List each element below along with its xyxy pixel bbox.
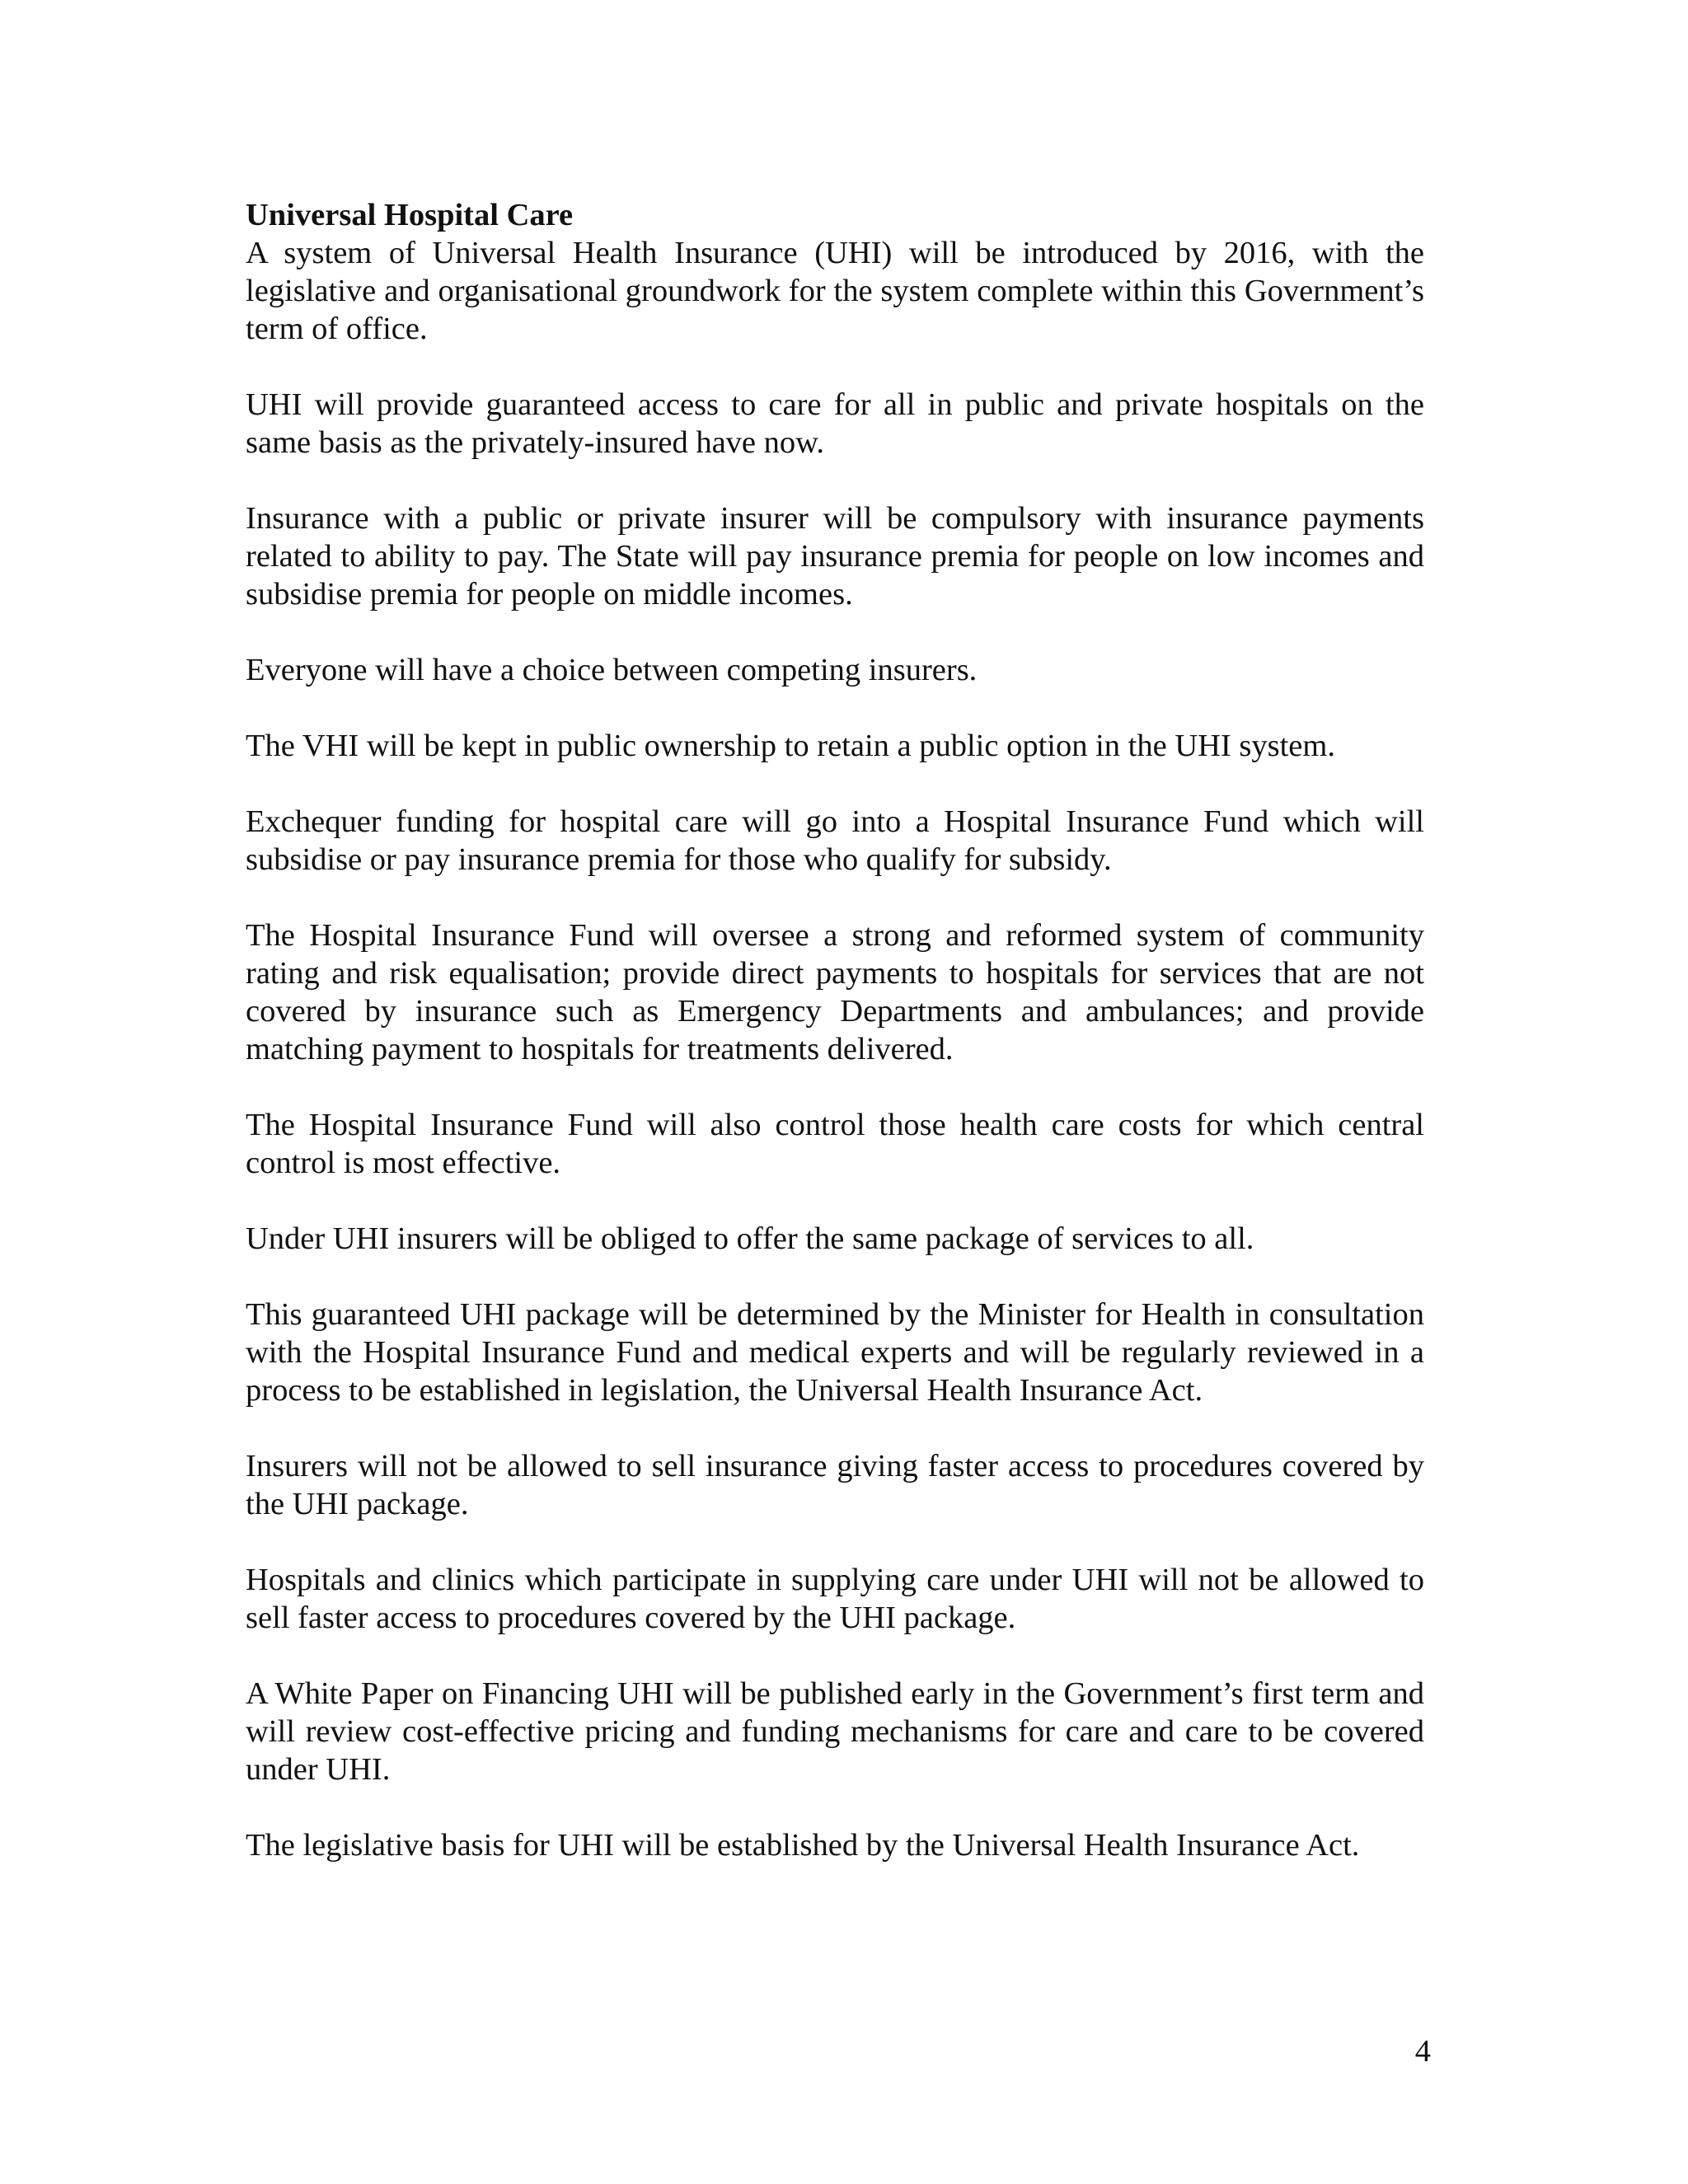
paragraph-12: Hospitals and clinics which participate in supplying care under UHI will not be allowed to sell faster access to procedures covered by the UHI package.	[246, 1563, 1424, 1635]
paragraph-13: A White Paper on Financing UHI will be published early in the Government’s first term and will review cost-effective pricing and funding mechanisms for care and care to be covered under UHI.	[246, 1676, 1424, 1787]
paragraph-1: A system of Universal Health Insurance (UHI) will be introduced by 2016, with the legislative and organisational groundwork for the system complete within this Government’s term of office.	[246, 236, 1424, 346]
paragraph-8: The Hospital Insurance Fund will also control those health care costs for which central control is most effective.	[246, 1108, 1424, 1180]
paragraph-11: Insurers will not be allowed to sell insurance giving faster access to procedures covered by the UHI package.	[246, 1449, 1424, 1521]
paragraph-3: Insurance with a public or private insurer will be compulsory with insurance payments related to ability to pay. The State will pay insurance premia for people on low incomes and subsidise premia for people on middle incomes.	[246, 501, 1424, 612]
paragraph-4: Everyone will have a choice between competing insurers.	[246, 653, 978, 687]
page-content	[246, 196, 1424, 1864]
paragraph-9: Under UHI insurers will be obliged to offer the same package of services to all.	[246, 1221, 1254, 1256]
paragraph-6: Exchequer funding for hospital care will go into a Hospital Insurance Fund which will subsidise or pay insurance premia for those who qualify for subsidy.	[246, 804, 1424, 877]
paragraph-2: UHI will provide guaranteed access to care for all in public and private hospitals on the same basis as the privately-insured have now.	[246, 387, 1424, 460]
paragraph-10: This guaranteed UHI package will be determined by the Minister for Health in consultation with the Hospital Insurance Fund and medical experts and will be regularly reviewed in a process to be established in legislation, the Universal Health Insurance Act.	[246, 1297, 1424, 1408]
paragraph-5: The VHI will be kept in public ownership to retain a public option in the UHI system.	[246, 729, 1335, 763]
paragraph-7: The Hospital Insurance Fund will oversee a strong and reformed system of community rating and risk equalisation; provide direct payments to hospitals for services that are not covered by insurance such as Emergency Departments and ambulances; and provide matching payment to hospitals for treatments delivered.	[246, 918, 1424, 1066]
paragraph-14: The legislative basis for UHI will be established by the Universal Health Insurance Act.	[246, 1828, 1360, 1863]
page-number: 4	[1414, 2034, 1431, 2069]
section-title: Universal Hospital Care	[246, 198, 574, 232]
